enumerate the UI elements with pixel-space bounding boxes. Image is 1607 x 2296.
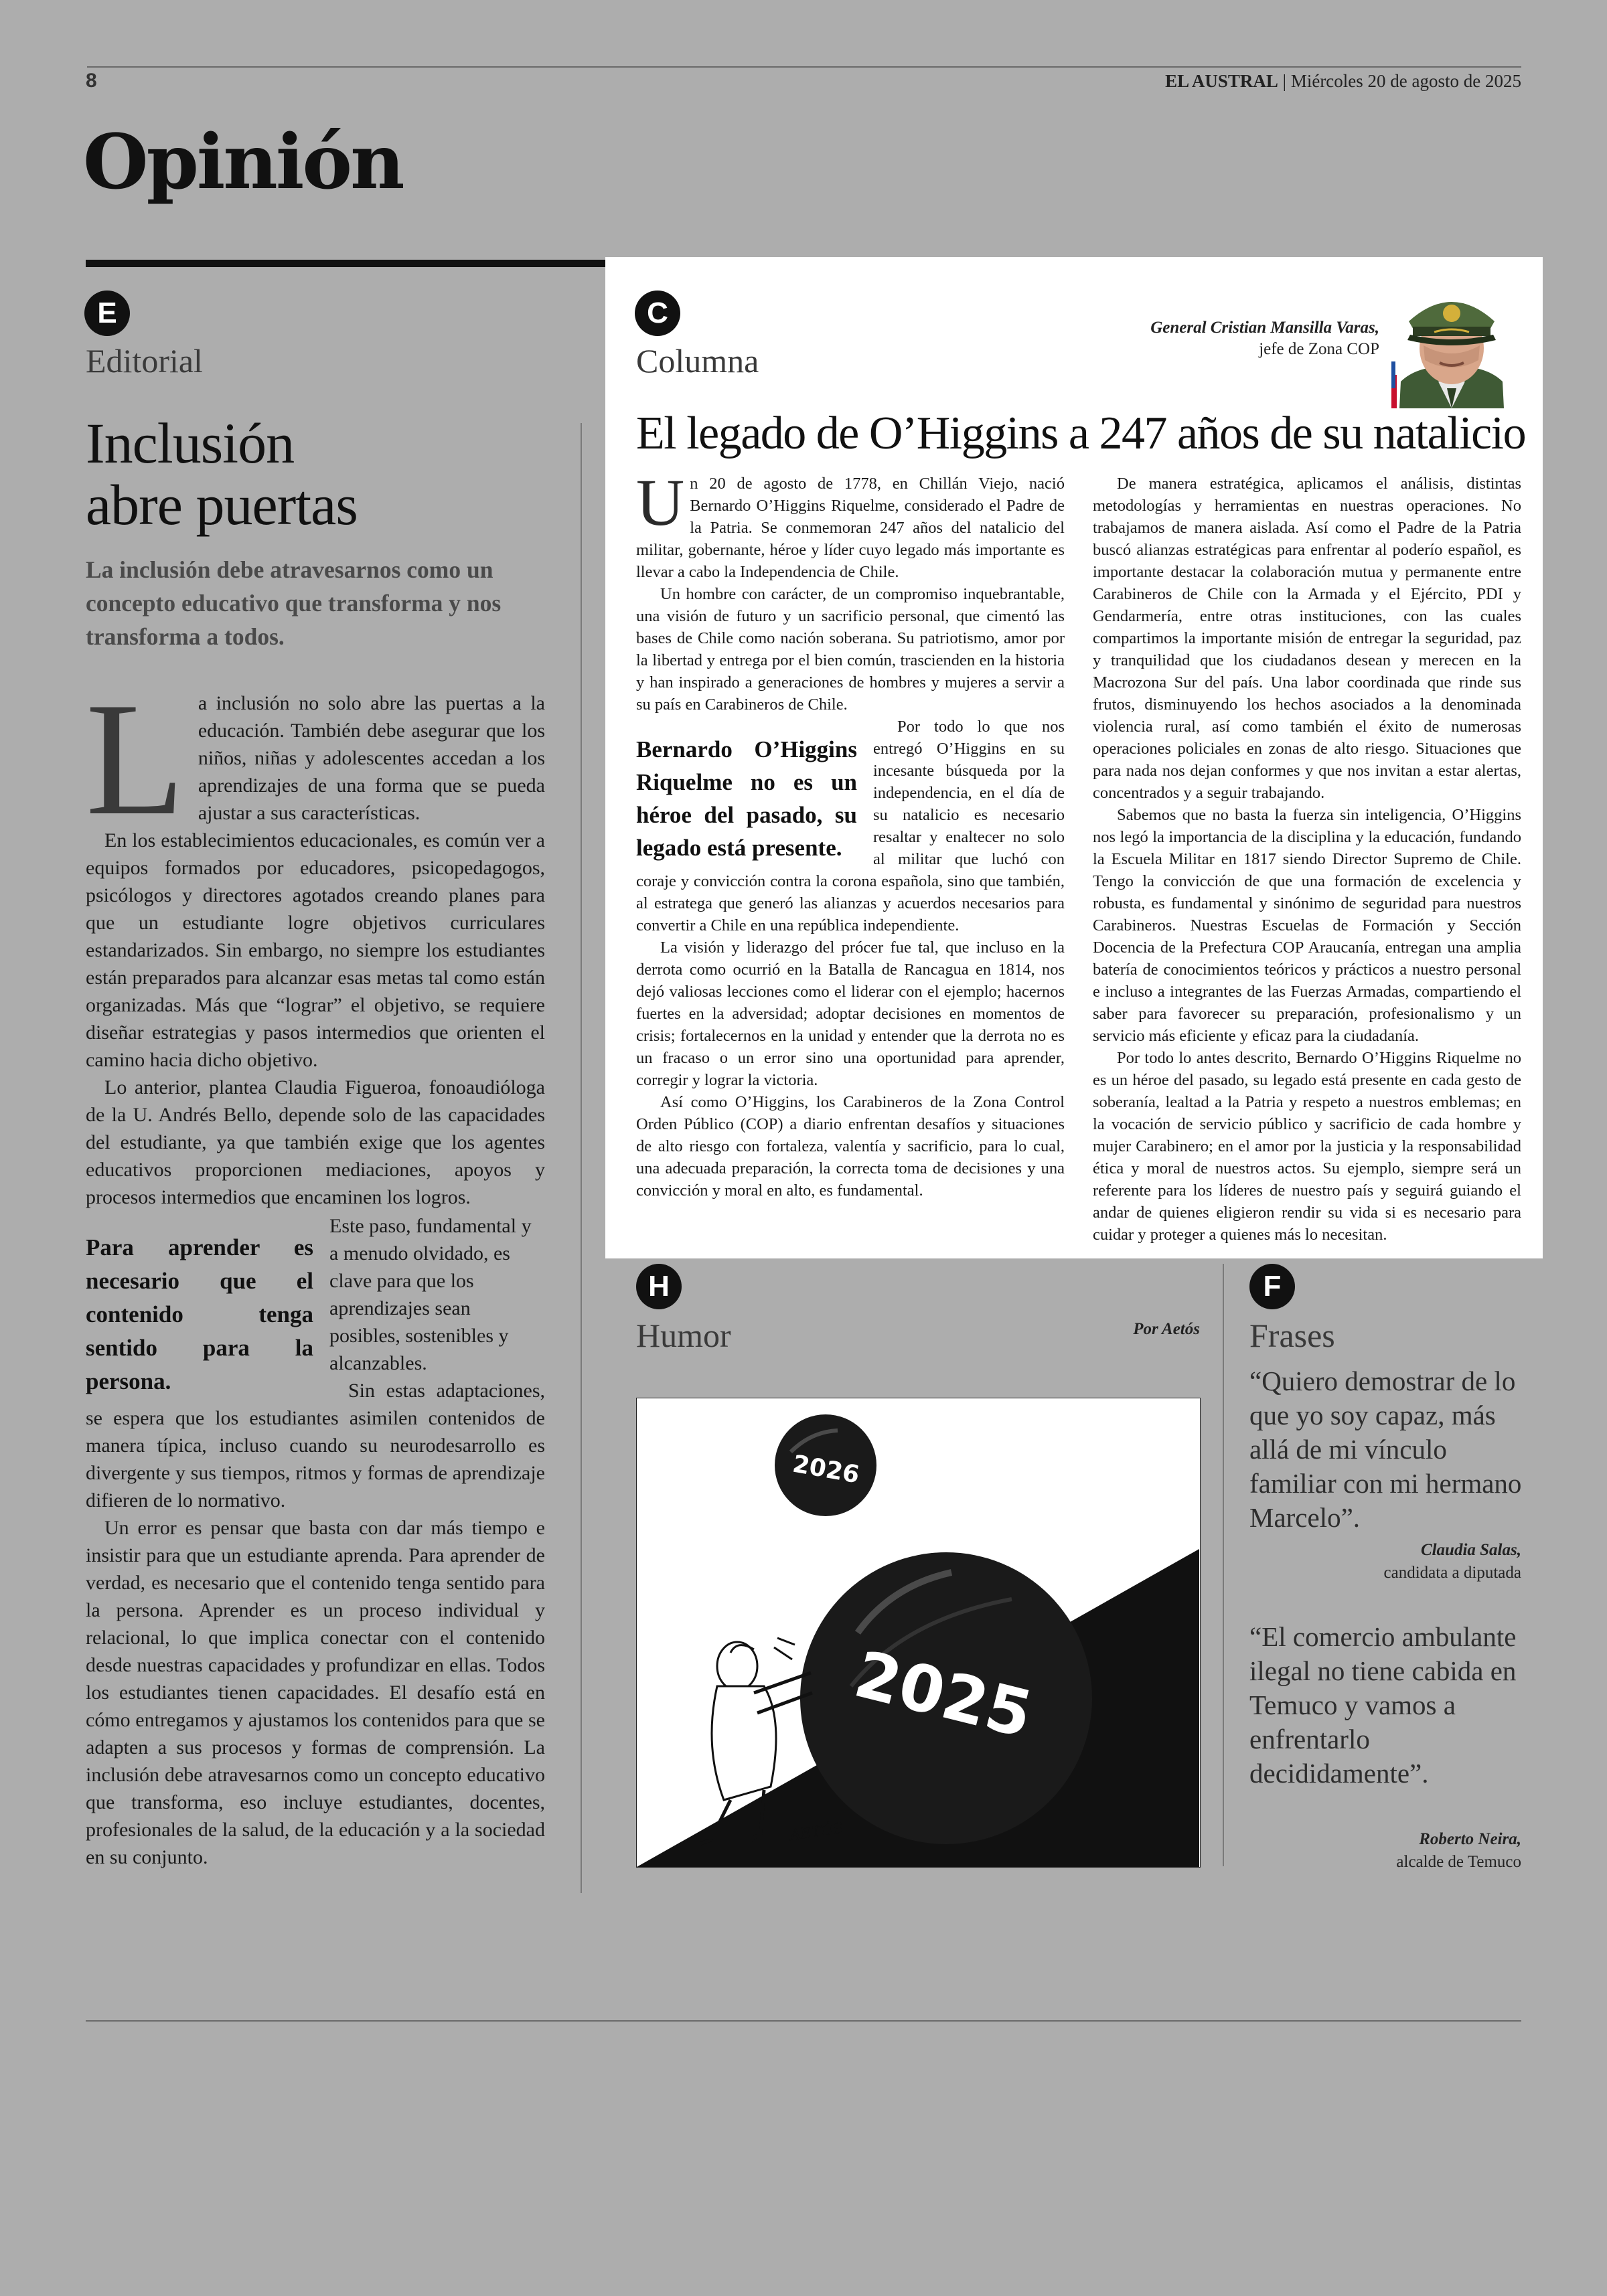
frase-2-quote: “El comercio ambulante ilegal no tiene cabida en Temuco y vamos a enfrentarlo decididamente”.	[1249, 1621, 1517, 1789]
column-p2: Un hombre con carácter, de un compromiso inquebrantable, una visión de futuro y un sacrificio personal, que cimentó las bases de Chile como nación soberana. Su patriotismo, amor por la libertad y entrega por el bien común, trascienden en la historia y han inspirado a generaciones de hombres y mujeres a servir a su país en Carabineros de Chile.	[636, 585, 1065, 714]
editorial-title	[86, 412, 358, 536]
frases-badge: F	[1249, 1264, 1295, 1309]
frase-1-attribution	[1249, 1541, 1521, 1582]
editorial-p1: a inclusión no solo abre las puertas a la educación. También debe asegurar que los niños, niñas y adolescentes accedan a los aprendizajes de una forma que se pueda ajustar a sus características.	[198, 692, 545, 824]
masthead	[1165, 71, 1521, 92]
column-author-role: jefe de Zona COP	[1259, 340, 1379, 358]
editorial-p3a: Lo anterior, plantea Claudia Figueroa, fonoaudióloga de la U. Andrés Bello, depende solo de las capacidades del estudiante, ya que también exige que los agentes educativos proporcionen mediaciones, apoyos y procesos intermedios que encaminen los logros.	[86, 1076, 545, 1208]
cartoon-small-year: 2026	[790, 1450, 862, 1489]
column-badge: C	[635, 291, 680, 336]
editorial-body	[86, 669, 545, 1871]
column-p8: Por todo lo antes descrito, Bernardo O’Higgins Riquelme no es un héroe del pasado, su legado está presente en cada gesto de soberanía, lealtad a la Patria y respeto a nuestros emblemas; en la vocación de servicio público y sacrificio de cada hombre y mujer Carabinero; en el amor por la justicia y la responsabilidad ética y moral de nuestros actos. Su ejemplo, siempre será un referente para los líderes de nuestro país y seguirá guiando el andar de quienes eligieron rendir su vida si es necesario para cuidar y proteger a quienes más lo necesitan.	[1093, 1049, 1521, 1244]
editorial-label: Editorial	[86, 342, 203, 380]
section-title: Opinión	[83, 118, 403, 206]
column-p4: La visión y liderazgo del prócer fue tal, que incluso en la derrota como ocurrió en la Batalla de Rancagua en 1814, nos dejó valiosas lecciones como el liderar con el ejemplo; hacernos fuertes en la adversidad; adoptar decisiones en momentos de crisis; fortalecernos en la unidad y entender que la derrota no es un fracaso o un error sino una oportunidad para aprender, corregir y lograr la victoria.	[636, 938, 1065, 1089]
column-p1: n 20 de agosto de 1778, en Chillán Viejo, nació Bernardo O’Higgins Riquelme, considerado el Padre de la Patria. Se conmemoran 247 años del natalicio del militar, gobernante, héroe y líder cuyo legado más importante es llevar a cabo la Independencia de Chile.	[636, 475, 1065, 581]
masthead-date: | Miércoles 20 de agosto de 2025	[1282, 71, 1521, 91]
top-rule	[87, 66, 1521, 68]
column-body-left	[636, 465, 1065, 1202]
author-photo	[1391, 281, 1512, 408]
page-number: 8	[86, 70, 97, 92]
humor-badge: H	[636, 1264, 682, 1309]
cartoon-signature: AETÓS	[789, 1820, 844, 1844]
column-p7: Sabemos que no basta la fuerza sin inteligencia, O’Higgins nos legó la importancia de la disciplina y la educación, fundando la Escuela Militar en 1817 siendo Director Supremo de Chile. Tengo la convicción de que una formación de excelencia y robusta, es fundamental y sinónimo de seguridad para nuestros Carabineros. Nuestras Escuelas de Formación y Sección Docencia de la Prefectura COP Araucanía, entregan una amplia batería de conocimientos teóricos y prácticos a nuestro personal e incluso a integrantes de las Fuerzas Armadas, compartiendo el saber para favorecer su preparación, profesionalismo y un servicio más eficiente y eficaz para la ciudadanía.	[1093, 806, 1521, 1045]
editorial-divider	[581, 423, 582, 1893]
editorial-pull-wrap	[86, 1212, 545, 1514]
column-pull-wrap	[636, 716, 1065, 1091]
editorial-subtitle: La inclusión debe atravesarnos como un concepto educativo que transforma y nos transforma a todos.	[86, 556, 502, 650]
frase-1-role: candidata a diputada	[1383, 1564, 1521, 1582]
cartoon-svg	[637, 1398, 1199, 1867]
column-label: Columna	[636, 342, 759, 380]
column-p6: De manera estratégica, aplicamos el análisis, distintas metodologías y herramientas en nuestras operaciones. No trabajamos de manera aislada. Así como el Padre de la Patria buscó alianzas estratégicas para enfrentar al poderío español, es importante destacar la colaboración mutua y permanente entre Carabineros de Chile con la Armada y el Ejército, PDI y Gendarmería, entre otras instituciones, con las cuales compartimos la importante misión de entregar la seguridad, paz y tranquilidad que los ciudadanos desean y merecen en la Macrozona Sur del país. Una labor coordinada que rinde sus frutos, disminuyendo los hechos asociados a la denominada violencia rural, así como también el éxito de numerosas operaciones policiales en zonas de alto riesgo. Situaciones que para nada nos dejan conformes y que nos invitan a estar alertas, concentrados y a seguir trabajando.	[1093, 475, 1521, 802]
column-pullquote: Bernardo O’Higgins Riquelme no es un héroe del pasado, su legado está presente.	[636, 736, 857, 861]
editorial-p4a: Sin estas adaptaciones, se espera que los estudiantes asimilen contenidos de manera típica, incluso cuando su neurodesarrollo es divergente y sus tiempos, ritmos y formas de aprendizaje difieren de lo normativo.	[86, 1380, 545, 1511]
frase-2-role: alcalde de Temuco	[1396, 1853, 1521, 1871]
bottom-rule	[86, 2020, 1521, 2022]
masthead-brand: EL AUSTRAL	[1165, 71, 1278, 91]
humor-cartoon	[636, 1398, 1201, 1868]
humor-label: Humor	[636, 1317, 731, 1354]
editorial-pullquote: Para aprender es necesario que el contenido tenga sentido para la persona.	[86, 1234, 313, 1394]
editorial-title-line1: Inclusión	[86, 411, 295, 475]
frases-label: Frases	[1249, 1317, 1335, 1354]
frase-2-attribution	[1249, 1830, 1521, 1872]
humor-byline: Por Aetós	[1133, 1320, 1200, 1338]
editorial-p2: En los establecimientos educacionales, es común ver a equipos formados por educadores, psicopedagogos, psicólogos y directores agotados creando planes para que un estudiante logre objetivos curriculares estandarizados. Sin embargo, no siempre los estudiantes están preparados para alcanzar esas metas tal como están organizadas. Más que “lograr” el objetivo, se requiere diseñar estrategias y pasos intermedios que orienten el camino hacia dicho objetivo.	[86, 829, 545, 1071]
editorial-p5: Un error es pensar que basta con dar más tiempo e insistir para que un estudiante aprenda. Para aprender de verdad, es necesario que el contenido tenga sentido para la persona. Aprender es un proceso individual y relacional, lo que implica conectar con el contenido desde nuestras capacidades y profundizar en ellas. Todos los estudiantes tienen capacidades. El desafío está en cómo entregamos y ajustamos los contenidos para que se adapten a sus procesos y formas de comprensión. La inclusión debe atravesarnos como un concepto educativo que transforma, eso incluye estudiantes, docentes, profesionales de la salud, de la educación y a la sociedad en su conjunto.	[86, 1517, 545, 1868]
frase-2-name: Roberto Neira,	[1419, 1830, 1521, 1848]
editorial-p3b: Este paso, fundamental y a menudo olvidado, es clave para que los aprendizajes sean posibles, sostenibles y alcanzables.	[329, 1215, 532, 1374]
cartoon-big-year: 2025	[847, 1636, 1040, 1753]
editorial-title-line2: abre puertas	[86, 473, 358, 537]
column-body-right	[1093, 473, 1521, 1246]
editorial-dropcap: L	[86, 669, 185, 849]
humor-divider	[1223, 1264, 1224, 1866]
column-dropcap: U	[636, 465, 685, 540]
column-p5: Así como O’Higgins, los Carabineros de la Zona Control Orden Público (COP) a diario enfrentan desafíos y situaciones de alto riesgo con fortaleza, valentía y sacrificio, para lo cual, una adecuada preparación, la correcta toma de decisiones y una convicción y moral en alto, es fundamental.	[636, 1093, 1065, 1200]
column-p3: Por todo lo que nos entregó O’Higgins en su incesante búsqueda por la independencia, en el día de su natalicio es necesario resaltar y enaltecer no solo al militar que luchó con coraje y convicción contra la corona española, sino que también, al estratega que generó las alianzas y acuerdos necesarios para convertir a Chile en una república independiente.	[636, 718, 1065, 934]
column-author	[1045, 319, 1379, 359]
frase-1-name: Claudia Salas,	[1420, 1541, 1521, 1559]
editorial-badge: E	[84, 291, 130, 336]
frase-1-quote: “Quiero demostrar de lo que yo soy capaz, más allá de mi vínculo familiar con mi hermano Marcelo”.	[1249, 1366, 1522, 1533]
author-photo-svg	[1391, 281, 1512, 408]
column-author-name: General Cristian Mansilla Varas,	[1150, 319, 1379, 337]
column-headline: El legado de O’Higgins a 247 años de su natalicio	[636, 408, 1526, 459]
